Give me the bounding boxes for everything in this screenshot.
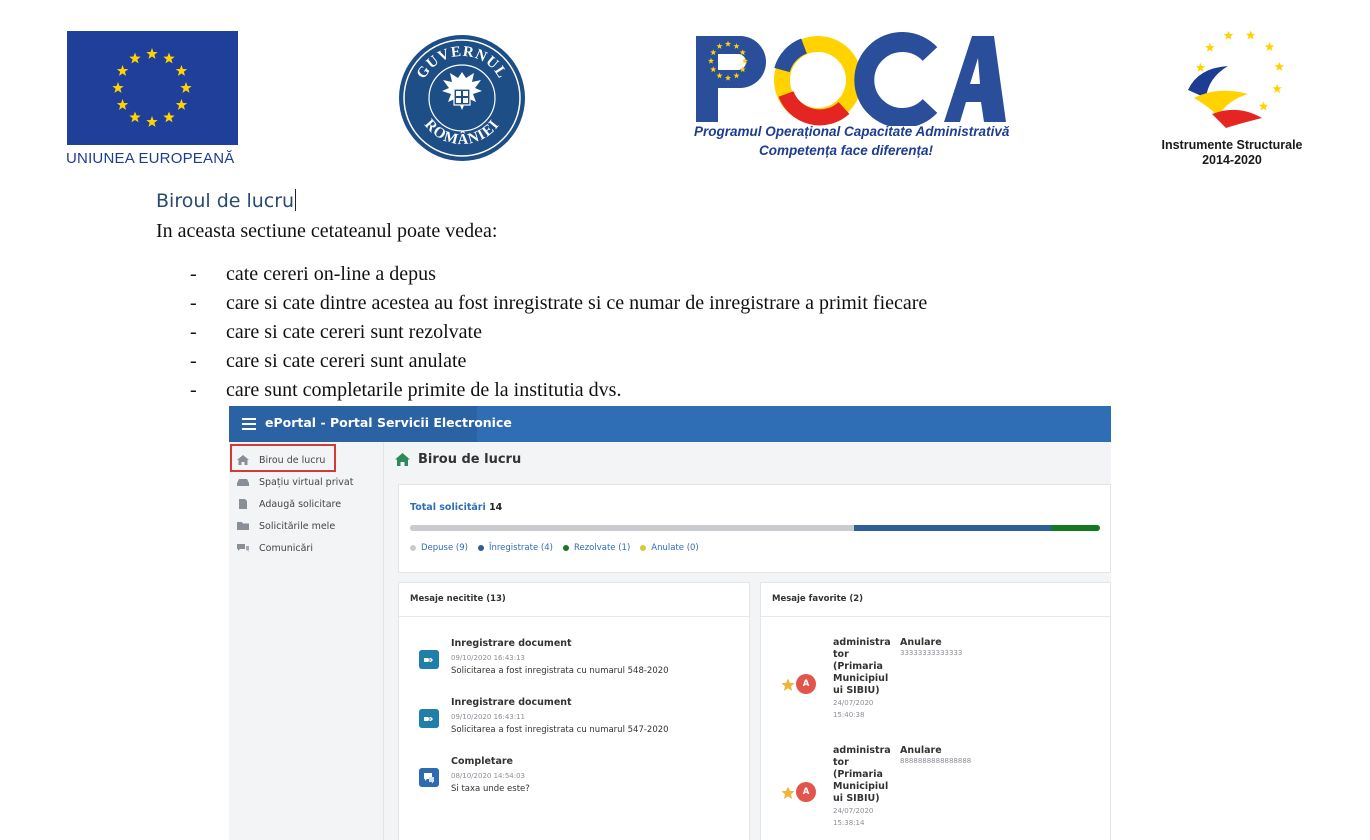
unread-messages-title: Mesaje necitite (13) xyxy=(399,583,749,617)
message-body: Solicitarea a fost inregistrata cu numarul 548-2020 xyxy=(451,666,669,676)
progress-segment-rezolvate xyxy=(1051,525,1100,531)
avatar: A xyxy=(796,674,816,694)
page-title xyxy=(395,452,521,467)
star-icon xyxy=(1205,43,1215,52)
favorite-author: administra tor (Primaria Municipiul ui SIBIU) xyxy=(833,745,891,804)
star-icon xyxy=(163,53,174,64)
portal-sidebar xyxy=(229,442,384,840)
star-icon xyxy=(117,99,128,110)
favorite-value: 33333333333333 xyxy=(900,649,963,657)
home-icon xyxy=(395,453,410,466)
unread-messages-card xyxy=(398,582,750,840)
favorite-subject: Anulare xyxy=(900,745,942,756)
bullet-item: - care si cate cereri sunt anulate xyxy=(190,350,927,379)
legend-rezolvate[interactable] xyxy=(563,543,630,553)
document-bullet-list xyxy=(190,263,927,408)
star-icon xyxy=(1272,84,1282,93)
portal-brand-title[interactable]: ePortal - Portal Servicii Electronice xyxy=(265,415,512,430)
requests-progress-bar xyxy=(410,525,1100,531)
star-icon xyxy=(176,99,187,110)
legend-dot xyxy=(478,545,484,551)
bullet-item: - cate cereri on-line a depus xyxy=(190,263,927,292)
tag-icon xyxy=(419,709,439,728)
message-body: Solicitarea a fost inregistrata cu numarul 547-2020 xyxy=(451,725,669,735)
message-date: 08/10/2020 14:54:03 xyxy=(451,772,526,780)
chat-icon xyxy=(237,543,249,553)
star-icon xyxy=(180,82,191,93)
star-icon xyxy=(117,65,128,76)
star-icon[interactable] xyxy=(781,678,795,692)
hamburger-menu-icon[interactable] xyxy=(242,418,256,430)
structural-instruments-caption: Instrumente Structurale xyxy=(1161,138,1303,152)
legend-label: Rezolvate (1) xyxy=(573,543,631,553)
star-icon xyxy=(1224,31,1234,40)
poca-tagline-1: Programul Operațional Capacitate Administrativă xyxy=(694,124,1010,139)
page-title-text: Birou de lucru xyxy=(418,452,522,467)
message-body: Si taxa unde este? xyxy=(451,784,530,794)
legend-depuse[interactable] xyxy=(410,543,468,553)
seal-text-top: GUVERNUL xyxy=(413,43,511,82)
message-title: Completare xyxy=(451,756,513,767)
portal-topbar xyxy=(229,406,1111,442)
drive-icon xyxy=(237,477,249,487)
star-icon xyxy=(1265,42,1275,51)
eu-flag-logo xyxy=(67,31,238,145)
legend-label: Depuse (9) xyxy=(421,543,468,553)
favorite-value: 8888888888888888 xyxy=(900,757,972,765)
star-icon xyxy=(129,53,140,64)
message-title: Inregistrare document xyxy=(451,638,572,649)
star-icon xyxy=(129,111,140,122)
progress-segment-inregistrate xyxy=(854,525,1051,531)
structural-instruments-logo xyxy=(1178,28,1288,132)
favorite-date: 24/07/2020 xyxy=(833,699,874,707)
sidebar-item-comunicari[interactable] xyxy=(237,538,313,558)
eu-caption: UNIUNEA EUROPEANĂ xyxy=(66,150,235,167)
message-title: Inregistrare document xyxy=(451,697,572,708)
star-icon xyxy=(163,111,174,122)
sidebar-item-label: Solicitările mele xyxy=(259,520,336,532)
sidebar-item-label: Spațiu virtual privat xyxy=(259,476,354,488)
home-icon xyxy=(237,455,249,465)
message-date: 09/10/2020 16:43:11 xyxy=(451,713,526,721)
legend-label: Anulate (0) xyxy=(651,543,699,553)
bullet-item: - care si cate dintre acestea au fost inregistrate si ce numar de inregistrare a primit fiecare xyxy=(190,292,927,321)
government-seal-logo xyxy=(398,34,526,162)
star-icon xyxy=(1246,30,1256,39)
total-label-text: Total solicitări xyxy=(410,502,486,513)
favorite-messages-card xyxy=(760,582,1111,840)
star-icon[interactable] xyxy=(781,786,795,800)
legend-anulate[interactable] xyxy=(640,543,698,553)
document-heading-text: Biroul de lucru xyxy=(156,190,295,212)
sidebar-item-birou-de-lucru[interactable] xyxy=(237,450,325,470)
star-icon xyxy=(1196,63,1206,72)
sidebar-item-adauga-solicitare[interactable] xyxy=(237,494,341,514)
bullet-item: - care si cate cereri sunt rezolvate xyxy=(190,321,927,350)
document-intro: In aceasta sectiune cetateanul poate vedea: xyxy=(156,220,498,242)
total-count: 14 xyxy=(489,502,503,513)
star-icon xyxy=(1259,101,1269,110)
sidebar-item-label: Adaugă solicitare xyxy=(259,498,342,510)
structural-instruments-years: 2014-2020 xyxy=(1202,153,1262,167)
bullet-item: - care sunt completarile primite de la institutia dvs. xyxy=(190,379,927,408)
poca-tagline-2: Competența face diferența! xyxy=(758,143,934,158)
star-icon xyxy=(1275,62,1285,71)
star-icon xyxy=(146,116,157,127)
favorite-time: 15:38:14 xyxy=(833,819,865,827)
legend-dot xyxy=(410,545,416,551)
sidebar-item-label: Comunicări xyxy=(259,542,313,554)
portal-screenshot xyxy=(229,406,1111,840)
message-date: 09/10/2020 16:43:13 xyxy=(451,654,526,662)
message-icon xyxy=(419,768,439,787)
folder-icon xyxy=(237,521,249,531)
sidebar-item-solicitarile-mele[interactable] xyxy=(237,516,335,536)
legend-label: Înregistrate (4) xyxy=(488,543,553,553)
favorite-messages-title: Mesaje favorite (2) xyxy=(761,583,1110,617)
seal-text-bottom: ROMÂNIEI xyxy=(421,116,503,149)
document-heading xyxy=(156,189,296,212)
sidebar-item-spatiu-virtual[interactable] xyxy=(237,472,353,492)
star-icon xyxy=(112,82,123,93)
favorite-subject: Anulare xyxy=(900,637,942,648)
legend-dot xyxy=(640,545,646,551)
total-requests-label xyxy=(410,502,502,513)
avatar: A xyxy=(796,782,816,802)
progress-segment-depuse xyxy=(410,525,854,531)
legend-dot xyxy=(563,545,569,551)
document-icon xyxy=(237,499,249,509)
progress-legend xyxy=(410,543,709,553)
favorite-date: 24/07/2020 xyxy=(833,807,874,815)
star-icon xyxy=(146,48,157,59)
favorite-time: 15:40:38 xyxy=(833,711,865,719)
legend-inregistrate[interactable] xyxy=(478,543,553,553)
text-caret xyxy=(295,189,296,211)
favorite-author: administra tor (Primaria Municipiul ui SIBIU) xyxy=(833,637,891,696)
total-requests-card xyxy=(398,484,1111,573)
star-icon xyxy=(176,65,187,76)
sidebar-item-label: Birou de lucru xyxy=(259,454,326,466)
eu-stars-icon xyxy=(67,31,238,145)
tag-icon xyxy=(419,650,439,669)
